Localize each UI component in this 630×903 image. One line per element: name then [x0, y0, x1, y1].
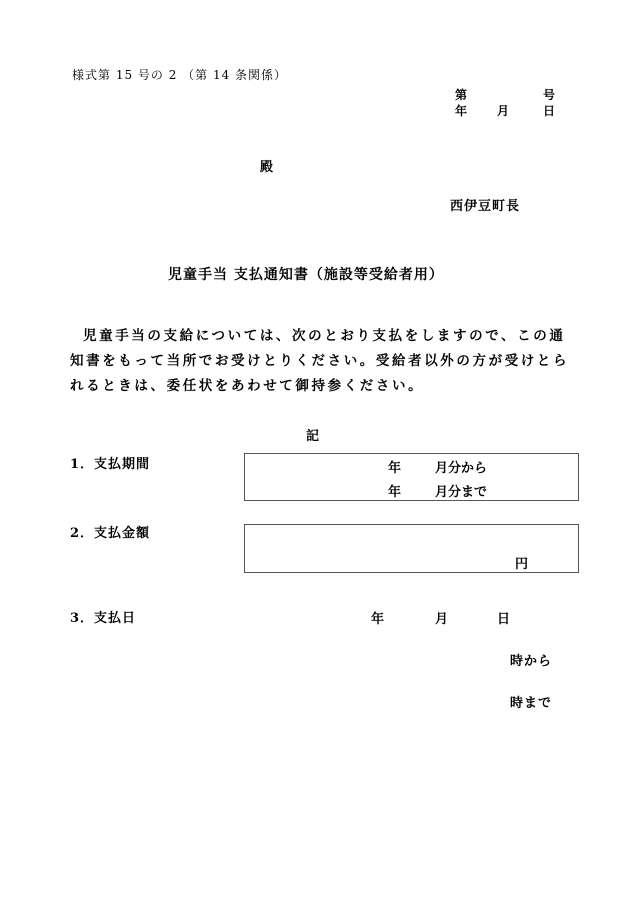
document-number-suffix: 号 — [543, 88, 556, 102]
document-body: 児童手当の支給については、次のとおり支払をしますので、この通知書をもって当所でお受けとりください。受給者以外の方が受けとられるときは、委任状をあわせて御持参ください。 — [70, 328, 570, 394]
period-from-month: 月分から — [435, 461, 488, 476]
addressee-honorific: 殿 — [260, 160, 274, 175]
amount-unit: 円 — [515, 557, 529, 572]
document-number-prefix: 第 — [455, 88, 468, 102]
payment-amount-box — [244, 524, 579, 573]
payment-time-from: 時から — [510, 654, 553, 669]
issuer-name: 西伊豆町長 — [450, 199, 521, 214]
period-to-year: 年 — [388, 485, 402, 500]
issue-date-day: 日 — [543, 104, 556, 118]
payment-date-month: 月 — [435, 612, 449, 627]
payment-amount-label: 2．支払金額 — [70, 526, 151, 541]
period-to-month: 月分まで — [435, 485, 488, 500]
form-number: 様式第 15 号の 2 （第 14 条関係） — [72, 68, 288, 82]
issue-date-year: 年 — [455, 104, 468, 118]
payment-time-to: 時まで — [510, 696, 553, 711]
ki-heading: 記 — [306, 429, 320, 444]
payment-period-box — [244, 453, 579, 501]
period-from-year: 年 — [388, 461, 402, 476]
payment-date-label: 3．支払日 — [70, 611, 137, 626]
payment-period-label: 1．支払期間 — [70, 457, 151, 472]
issue-date-month: 月 — [497, 104, 510, 118]
payment-date-year: 年 — [371, 612, 385, 627]
payment-date-day: 日 — [497, 612, 511, 627]
document-title: 児童手当 支払通知書（施設等受給者用） — [168, 267, 444, 283]
